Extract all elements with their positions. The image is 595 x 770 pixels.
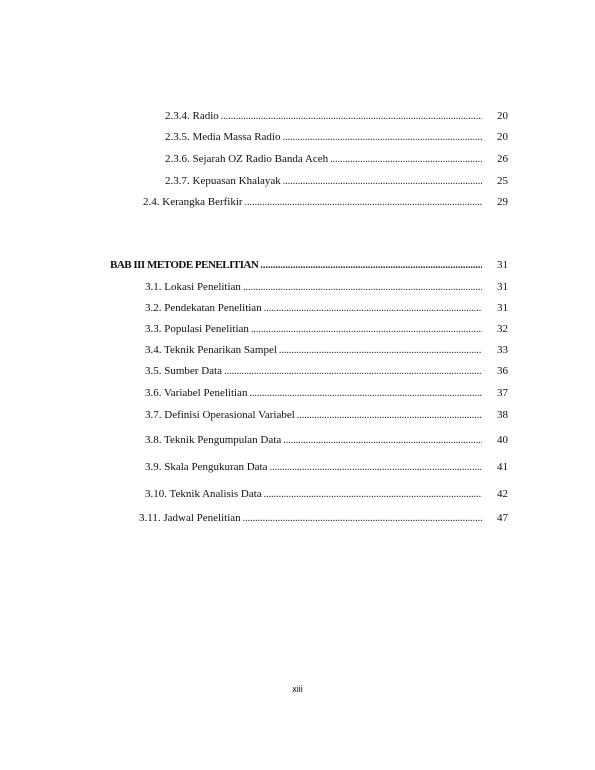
toc-entry-label: 3.8. Teknik Pengumpulan Data (145, 434, 282, 446)
toc-entry-label: 2.3.4. Radio (165, 110, 219, 122)
toc-entry-page: 42 (497, 488, 508, 500)
chapter-heading-label: BAB III METODE PENELITIAN (110, 259, 259, 271)
toc-entry-label: 2.3.7. Kepuasan Khalayak (165, 175, 281, 187)
leader-dots (270, 462, 483, 473)
toc-entry-page: 41 (497, 461, 508, 473)
toc-entry-label: 3.4. Teknik Penarikan Sampel (145, 344, 277, 356)
leader-dots (330, 154, 482, 165)
leader-dots (297, 410, 482, 421)
leader-dots (283, 435, 482, 446)
toc-entry-label: 3.3. Populasi Penelitian (145, 323, 249, 335)
toc-entry-page: 37 (497, 387, 508, 399)
toc-entry (145, 323, 482, 335)
leader-dots (243, 513, 482, 524)
leader-dots (279, 345, 482, 356)
toc-entry-page: 40 (497, 434, 508, 446)
toc-entry (145, 365, 482, 377)
toc-entry-page: 32 (497, 323, 508, 335)
toc-entry-page: 36 (497, 365, 508, 377)
toc-entry (165, 110, 482, 122)
leader-dots (221, 111, 482, 122)
toc-entry (145, 302, 482, 314)
toc-entry-label: 3.10. Teknik Analisis Data (145, 488, 262, 500)
leader-dots (224, 366, 482, 377)
toc-entry-label: 3.7. Definisi Operasional Variabel (145, 409, 295, 421)
toc-entry (145, 281, 482, 293)
chapter-heading (110, 259, 482, 271)
toc-entry-label: 2.3.5. Media Massa Radio (165, 131, 281, 143)
toc-entry (145, 461, 482, 473)
leader-dots (282, 132, 482, 143)
toc-entry-label: 3.1. Lokasi Penelitian (145, 281, 241, 293)
leader-dots (251, 324, 482, 335)
toc-entry (145, 344, 482, 356)
toc-entry (165, 175, 482, 187)
toc-entry-label: 2.4. Kerangka Berfikir (143, 196, 243, 208)
toc-entry (165, 153, 482, 165)
toc-entry (145, 488, 482, 500)
leader-dots (260, 260, 482, 271)
toc-entry (165, 131, 482, 143)
leader-dots (243, 282, 482, 293)
leader-dots (249, 388, 482, 399)
toc-entry-label: 3.5. Sumber Data (145, 365, 222, 377)
toc-entry-page: 25 (497, 175, 508, 187)
page-number: xiii (292, 684, 303, 694)
toc-entry-page: 47 (497, 512, 508, 524)
toc-entry-page: 20 (497, 110, 508, 122)
toc-entry-page: 31 (497, 259, 508, 271)
toc-entry-label: 3.11. Jadwal Penelitian (139, 512, 241, 524)
toc-entry (145, 409, 482, 421)
toc-entry-page: 38 (497, 409, 508, 421)
toc-entry-page: 33 (497, 344, 508, 356)
toc-entry-page: 20 (497, 131, 508, 143)
leader-dots (264, 489, 482, 500)
toc-entry-page: 29 (497, 196, 508, 208)
toc-entry-label: 3.2. Pendekatan Penelitian (145, 302, 262, 314)
toc-entry (145, 434, 482, 446)
toc-entry-page: 31 (497, 302, 508, 314)
toc-entry-label: 2.3.6. Sejarah OZ Radio Banda Aceh (165, 153, 329, 165)
toc-entry-page: 31 (497, 281, 508, 293)
toc-entry-label: 3.9. Skala Pengukuran Data (145, 461, 268, 473)
toc-entry-label: 3.6. Variabel Penelitian (145, 387, 248, 399)
toc-entry (145, 387, 482, 399)
leader-dots (264, 303, 482, 314)
leader-dots (245, 197, 482, 208)
toc-entry-page: 26 (497, 153, 508, 165)
leader-dots (283, 176, 482, 187)
toc-entry (143, 196, 482, 208)
toc-entry (139, 512, 482, 524)
